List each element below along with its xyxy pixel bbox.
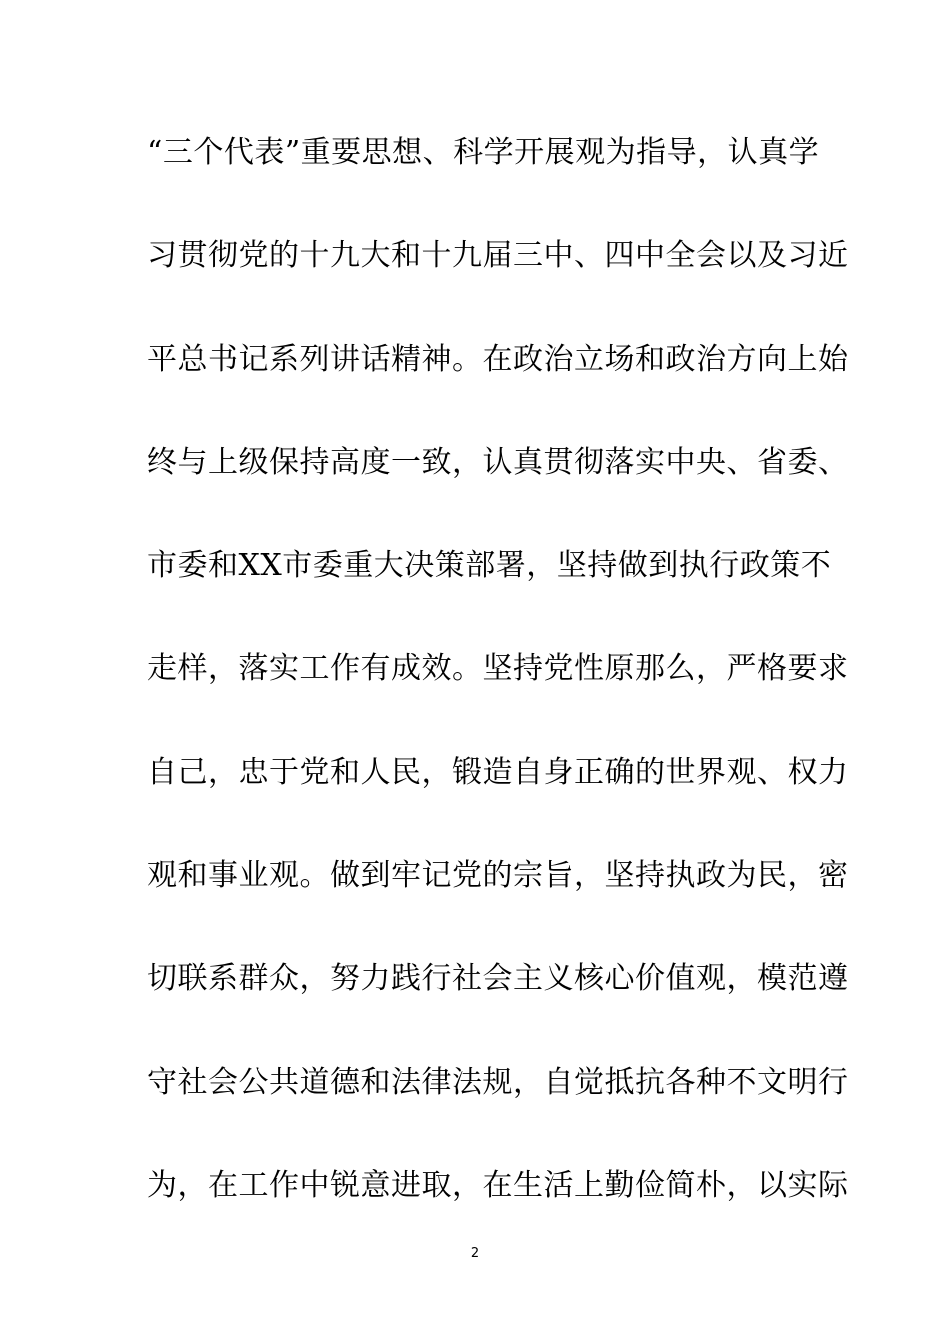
text-line: 自己，忠于党和人民，锻造自身正确的世界观、权力 [147,754,849,790]
body-paragraph [147,126,849,1262]
text-line: 市委和XX市委重大决策部署，坚持做到执行政策不 [147,548,832,584]
text-line: 习贯彻党的十九大和十九届三中、四中全会以及习近 [147,238,849,274]
text-line: 切联系群众，努力践行社会主义核心价值观，模范遵 [147,961,849,997]
page-number: 2 [470,1246,480,1261]
text-line: 平总书记系列讲话精神。在政治立场和政治方向上始 [147,341,849,377]
text-line: “三个代表”重要思想、科学开展观为指导，认真学 [147,135,820,170]
text-line: 终与上级保持高度一致，认真贯彻落实中央、省委、 [147,444,849,480]
text-line: 走样，落实工作有成效。坚持党性原那么，严格要求 [147,651,849,687]
text-line: 守社会公共道德和法律法规，自觉抵抗各种不文明行 [147,1064,849,1100]
text-line: 观和事业观。做到牢记党的宗旨，坚持执政为民，密 [147,858,849,894]
text-line: 为，在工作中锐意进取，在生活上勤俭简朴，以实际 [147,1167,849,1203]
